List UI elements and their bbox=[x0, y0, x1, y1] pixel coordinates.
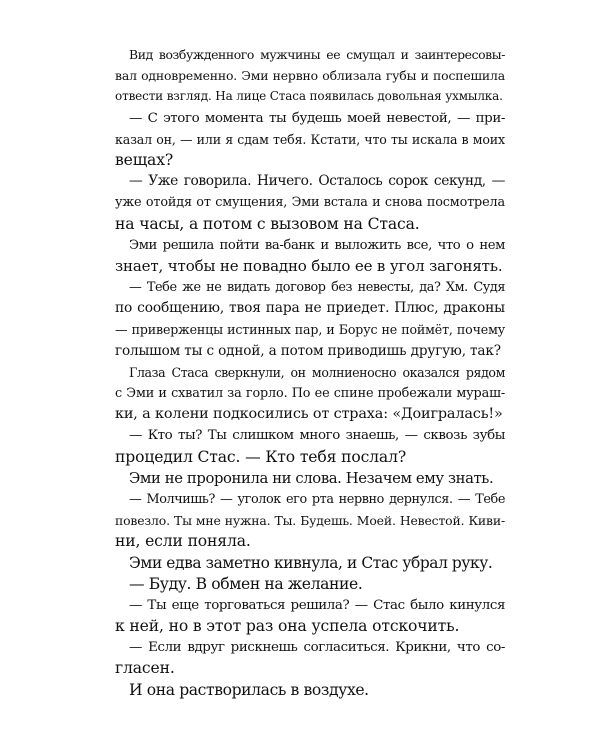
text-line: вещах? bbox=[115, 150, 174, 169]
text-line: уже отойдя от смущения, Эми встала и снова посмотрела bbox=[115, 195, 505, 211]
text-line: — Ты еще торговаться решила? — Стас было кинулся bbox=[129, 597, 505, 613]
text-line: Эми решила пойти ва-банк и выложить все, что о нем bbox=[129, 237, 505, 253]
text-line: ни, если поняла. bbox=[115, 532, 251, 551]
text-line: гласен. bbox=[115, 659, 175, 678]
text-line: Глаза Стаса сверкнули, он молниеносно оказался рядом bbox=[129, 364, 505, 380]
text-line: отвести взгляд. На лице Стаса появилась довольная ухмылка. bbox=[115, 89, 503, 104]
text-line: — Буду. В обмен на желание. bbox=[129, 574, 363, 593]
text-line: — Если вдруг рискнешь согласиться. Крикни, что со- bbox=[129, 640, 505, 656]
text-line: — Тебе же не видать договор без невесты, да? Хм. Судя bbox=[129, 280, 505, 296]
text-line: — С этого момента ты будешь моей невестой, — при- bbox=[129, 110, 505, 126]
text-line: с Эми и схватил за горло. По ее спине пробежали мураш- bbox=[115, 386, 505, 401]
text-line: процедил Стас. — Кто тебя послал? bbox=[115, 447, 407, 466]
text-line: Вид возбужденного мужчины ее смущал и заинтересовы- bbox=[129, 47, 505, 62]
text-line: — Уже говорила. Ничего. Осталось сорок секунд, — bbox=[129, 173, 505, 190]
body-text bbox=[115, 44, 505, 701]
text-line: — приверженцы истинных пар, и Борус не поймёт, почему bbox=[115, 322, 505, 338]
text-line: Эми не проронила ни слова. Незачем ему знать. bbox=[129, 469, 494, 487]
text-line: казал он, — или я сдам тебя. Кстати, что ты искала в моих bbox=[115, 131, 505, 147]
text-line: — Кто ты? Ты слишком много знаешь, — сквозь зубы bbox=[129, 428, 505, 444]
text-line: повезло. Ты мне нужна. Ты. Будешь. Моей. Невестой. Киви- bbox=[115, 513, 505, 529]
text-line: знает, чтобы не повадно было ее в угол загонять. bbox=[115, 256, 503, 275]
text-line: — Молчишь? — уголок его рта нервно дернулся. — Тебе bbox=[129, 491, 505, 507]
text-line: к ней, но в этот раз она успела отскочить. bbox=[115, 617, 460, 636]
text-line: ки, а колени подкосились от страха: «Доигралась!» bbox=[115, 406, 503, 423]
text-line: И она растворилась в воздухе. bbox=[129, 680, 369, 699]
text-line: Эми едва заметно кивнула, и Стас убрал руку. bbox=[129, 553, 493, 572]
text-line: голышом ты с одной, а потом приводишь другую, так? bbox=[115, 342, 501, 359]
text-line: на часы, а потом с вызовом на Стаса. bbox=[115, 214, 420, 233]
text-line: по сообщению, твоя пара не приедет. Плюс, драконы bbox=[115, 300, 505, 317]
text-line: вал одновременно. Эми нервно облизала губы и поспешила bbox=[115, 68, 505, 84]
